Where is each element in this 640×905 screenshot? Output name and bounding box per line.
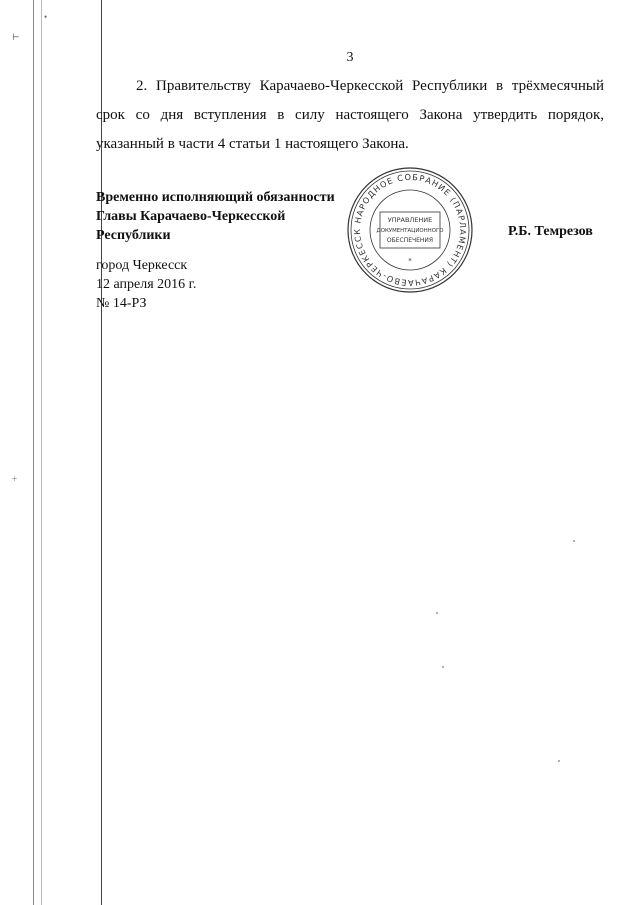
scan-speck [442,666,444,668]
scan-speck [436,612,438,614]
document-meta [96,256,196,313]
scan-border-line [41,0,42,905]
svg-text:УПРАВЛЕНИЕ: УПРАВЛЕНИЕ [387,216,433,224]
page-number: 3 [346,50,354,65]
scan-mark: • [44,12,48,22]
seal-stamp-icon [345,165,475,295]
scan-mark: + [12,474,18,484]
city: город Черкесск [96,258,188,273]
law-number: № 14-РЗ [96,296,147,311]
signature-title-line: Главы Карачаево-Черкесской [96,209,286,224]
signature-title [96,188,335,245]
svg-text:ДОКУМЕНТАЦИОННОГО: ДОКУМЕНТАЦИОННОГО [376,228,444,234]
signer-name: Р.Б. Темрезов [508,224,593,239]
svg-text:*: * [408,257,412,265]
official-seal [345,165,475,295]
scan-speck [558,760,560,762]
scan-mark: ⊢ [12,32,20,42]
signature-title-line: Республики [96,228,171,243]
body-paragraph: 2. Правительству Карачаево-Черкесской Республики в трёхмесячный срок со дня вступления в силу настоящего Закона утвердить порядок, указанный в части 4 статьи 1 настоящего Закона. [96,78,604,152]
scan-speck [573,540,575,542]
svg-text:ОБЕСПЕЧЕНИЯ: ОБЕСПЕЧЕНИЯ [386,237,434,244]
date: 12 апреля 2016 г. [96,277,197,292]
scan-border-line [33,0,34,905]
signature-title-line: Временно исполняющий обязанности [96,190,335,205]
svg-text:НАРОДНОЕ СОБРАНИЕ (ПАРЛАМЕНТ): НАРОДНОЕ СОБРАНИЕ (ПАРЛАМЕНТ) КАРАЧАЕВО-ЧЕРКЕССК [351,171,469,289]
